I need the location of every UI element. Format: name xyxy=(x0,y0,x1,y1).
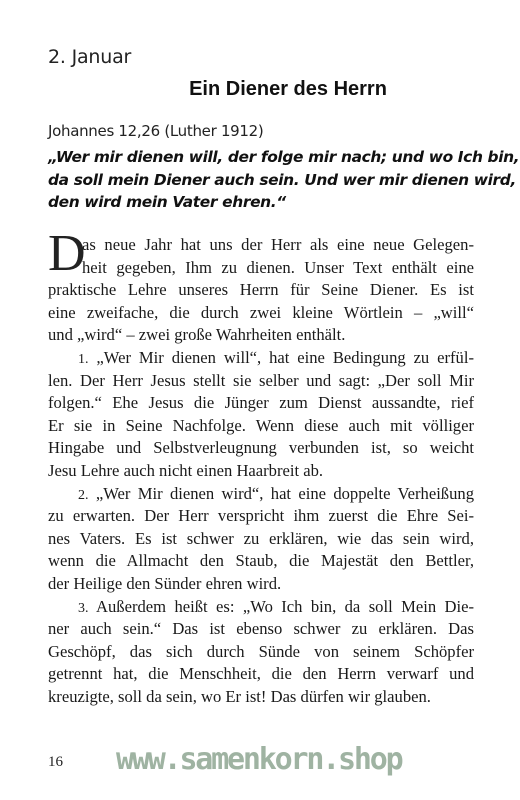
date-heading: 2. Januar xyxy=(48,46,132,68)
scripture-quote xyxy=(48,146,520,214)
body-line: Jesu Lehre auch nicht einen Haarbreit ab. xyxy=(48,460,324,480)
body-line xyxy=(48,347,474,370)
point-number: 2. xyxy=(78,487,89,503)
devotional-title: Ein Diener des Herrn xyxy=(189,78,387,100)
body-line: Hingabe und Selbstverleugnung verbunden ist, so weicht xyxy=(48,438,474,458)
body-line: len. Der Herr Jesus stellt sie selber und sagt: „Der soll Mir xyxy=(48,370,474,390)
drop-cap: D xyxy=(48,225,86,282)
body-line: praktische Lehre unseres Herrn für Seine Diener. Es ist xyxy=(48,280,474,300)
scripture-line: „Wer mir dienen will, der folge mir nach; und wo Ich bin, xyxy=(48,148,520,166)
body-line-text: Außerdem heißt es: „Wo Ich bin, da soll Mein Die- xyxy=(96,596,475,616)
body-line: getrennt hat, die Menschheit, die den Herrn verwarf und xyxy=(48,664,474,684)
body-line: as neue Jahr hat uns der Herr als eine neue Gelegen- xyxy=(82,235,474,254)
point-number: 1. xyxy=(78,351,89,367)
body-line: kreuzigte, soll da sein, wo Er ist! Das dürfen wir glauben. xyxy=(48,686,431,706)
body-line-text: „Wer Mir dienen wird“, hat eine doppelte Verheißung xyxy=(95,483,474,503)
body-line: wenn die Allmacht den Staub, die Majestät den Bettler, xyxy=(48,551,474,571)
scripture-reference: Johannes 12,26 (Luther 1912) xyxy=(48,122,264,140)
body-text xyxy=(48,225,475,708)
scripture-line: da soll mein Diener auch sein. Und wer mir dienen wird, xyxy=(48,170,516,189)
body-line: folgen.“ Ehe Jesus die Jünger zum Dienst aussandte, rief xyxy=(48,393,474,413)
body-line: und „wird“ – zwei große Wahrheiten enthält. xyxy=(48,325,346,345)
body-line: heit gegeben, Ihm zu dienen. Unser Text enthält eine xyxy=(82,257,474,277)
scripture-line: den wird mein Vater ehren.“ xyxy=(48,193,286,211)
body-line: der Heilige den Sünder ehren wird. xyxy=(48,573,282,593)
body-line: nes Vaters. Es ist schwer zu erklären, wie das sein wird, xyxy=(48,528,474,548)
body-line: ner auch sein.“ Das ist ebenso schwer zu erklären. Das xyxy=(48,619,474,639)
watermark-url: www.samenkorn.shop xyxy=(116,742,402,777)
body-line: Er sie in Seine Nachfolge. Wenn diese auch mit völliger xyxy=(48,415,474,435)
body-line xyxy=(48,596,474,619)
body-line: Geschöpf, das sich durch Sünde von seinem Schöpfer xyxy=(48,641,474,661)
body-line: eine zweifache, die durch zwei kleine Wörtlein – „will“ xyxy=(48,302,474,322)
point-number: 3. xyxy=(78,600,89,616)
page-number: 16 xyxy=(48,754,63,770)
body-line: zu erwarten. Der Herr verspricht ihm zuerst die Ehre Sei- xyxy=(48,506,474,526)
body-line-text: „Wer Mir dienen will“, hat eine Bedingung zu erfül- xyxy=(96,347,474,367)
body-line xyxy=(48,483,474,506)
